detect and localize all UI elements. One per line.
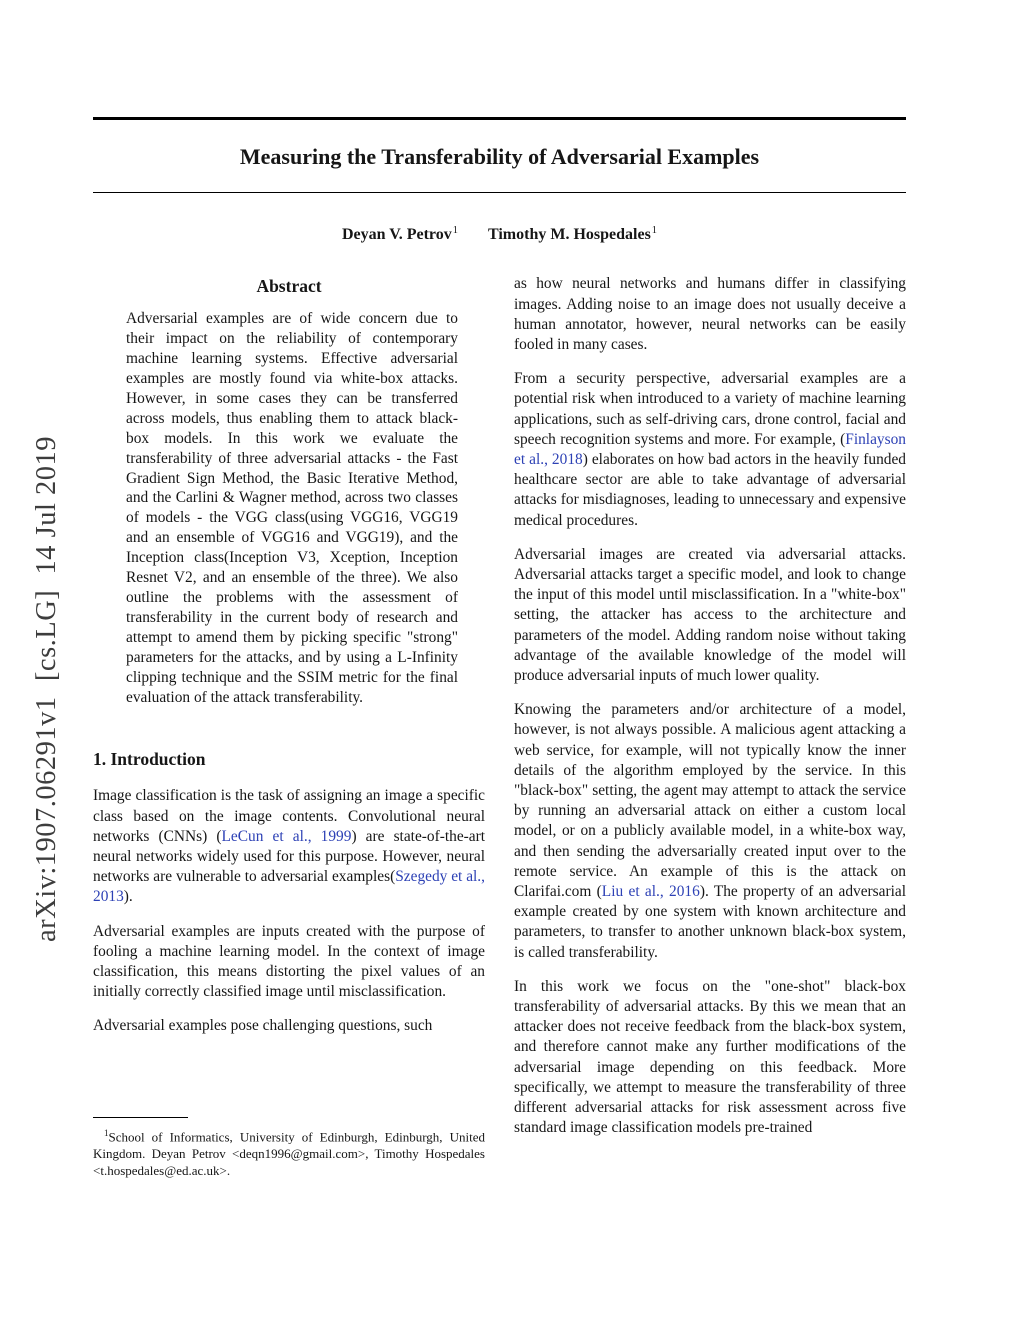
superscript-mark: 1 [104, 1127, 109, 1138]
left-column [93, 274, 485, 1179]
text-segment: In this work we focus on the "one-shot" black-box transferability of adversarial attacks. By this we mean that an attacker does not receive feedback from the black-box system, and therefore cannot make any further modifications of the adversarial image depending on this feedback. More specifically, we attempt to measure the transferability of three different adversarial attacks for risk assessment across five standard image classification models pre-trained [514, 977, 906, 1137]
abstract-heading: Abstract [256, 276, 322, 297]
two-column-body [93, 274, 906, 1179]
text-segment: as how neural networks and humans differ in classifying images. Adding noise to an image does not usually deceive a human annotator, however, neural networks can be easily fooled in many cases. [514, 275, 906, 353]
paper-sheet [93, 0, 906, 1179]
author-line [93, 225, 906, 244]
citation-link[interactable]: Liu et al., 2016 [601, 883, 700, 901]
paragraph [93, 1016, 485, 1036]
arxiv-watermark: arXiv:1907.06291v1 [cs.LG] 14 Jul 2019 [31, 435, 62, 942]
citation-link[interactable]: Finlayson et al., 2018 [514, 430, 906, 468]
affiliation-mark: 1 [452, 225, 458, 236]
author-name-text: Deyan V. Petrov [341, 226, 452, 244]
paragraph [514, 274, 906, 355]
footnote [93, 1105, 485, 1180]
author-name [342, 226, 458, 243]
text-segment: School of Informatics, University of Edinburgh, Edinburgh, United Kingdom. Deyan Petrov <deqn1996@gmail.com>, Timothy Hospedales <t.hospedales@ed.ac.uk>. [93, 1128, 485, 1178]
footnote-text [93, 1125, 485, 1180]
author-name-text: Timothy M. Hospedales [487, 226, 651, 244]
text-segment: ) are state-of-the-art neural networks widely used for this purpose. However, neural networks are vulnerable to adversarial examples( [93, 827, 486, 886]
text-segment: Image classification is the task of assigning an image a specific class based on the image contents. Convolutional neural networks (CNNs) ( [93, 787, 485, 845]
author-name [488, 226, 657, 243]
abstract-text: Adversarial examples are of wide concern due to their impact on the reliability of contemporary machine learning systems. Effective adversarial examples are mostly found via white-box attacks. However, in some cases they can be transferred across models, thus enabling them to attack black-box models. In this work we evaluate the transferability of three adversarial attacks - the Fast Gradient Sign Method, the Basic Iterative Method, and the Carlini & Wagner method, across two classes of models - the VGG class(using VGG16, VGG19 and an ensemble of VGG16 and VGG19), and the Inception class(Inception V3, Xception, Inception Resnet V2, and an ensemble of the three). We also outline the problems with the assessment of transferability in the current body of research and attempt to amend them by picking specific "strong" parameters for the attacks, and by using a L-Infinity clipping technique and the SSIM metric for the final evaluation of the attack transferability. [126, 310, 458, 706]
section-number: 1. [93, 749, 107, 770]
right-column [514, 274, 906, 1179]
paper-title: Measuring the Transferability of Adversarial Examples [239, 144, 760, 169]
text-segment: Knowing the parameters and/or architecture of a model, however, is not always possible. A malicious agent attacking a web service, for example, will not typically know the inner details of the algorithm employed by the service. In this "black-box" setting, the agent may attempt to attack the service by running an adversarial attack on either a custom local model, or on a publicly available model, in a white-box way, and then sending the adversarially created input over to the remote service. An example of this is the attack on Clarifai.com ( [514, 701, 906, 901]
text-segment: ). The property of an adversarial example created by one system with known architecture and parameters, to transfer to another unknown black-box system, is called transferability. [514, 883, 907, 961]
text-segment: Adversarial images are created via adversarial attacks. Adversarial attacks target a specific model, and look to change the input of this model until misclassification. In a "white-box" setting, the attacker has access to the architecture and parameters of the model. Adding random noise without taking advantage of the available knowledge of the model will produce adversarial inputs of much lower quality. [514, 545, 906, 684]
text-segment: Adversarial examples pose challenging questions, such [93, 1017, 433, 1035]
citation-link[interactable]: LeCun et al., 1999 [221, 827, 352, 845]
paragraph [93, 922, 485, 1003]
paragraph [514, 369, 906, 531]
text-segment: Adversarial examples are inputs created with the purpose of fooling a machine learning model. In the context of image classification, this means distorting the pixel values of an initially correctly classified image until misclassification. [93, 922, 485, 1001]
citation-link[interactable]: Szegedy et al., 2013 [93, 868, 485, 906]
paragraph [514, 700, 906, 963]
text-segment: ) elaborates on how bad actors in the heavily funded healthcare sector are able to take advantage of adversarial attacks for misdiagnoses, leading to unnecessary and expensive medical procedures. [514, 450, 906, 529]
text-segment: From a security perspective, adversarial examples are a potential risk when introduced to a variety of machine learning applications, such as self-driving cars, drone control, facial and speech recognition systems and more. For example, ( [514, 370, 906, 448]
paragraph [514, 545, 906, 686]
paragraph [514, 977, 906, 1139]
affiliation-mark: 1 [651, 225, 658, 236]
text-segment: ). [123, 888, 133, 906]
paragraph [93, 786, 485, 907]
section-title: Introduction [110, 749, 206, 770]
section-heading-introduction [93, 749, 485, 770]
footnote-rule [93, 1117, 188, 1118]
title-rule-bottom [93, 192, 906, 193]
